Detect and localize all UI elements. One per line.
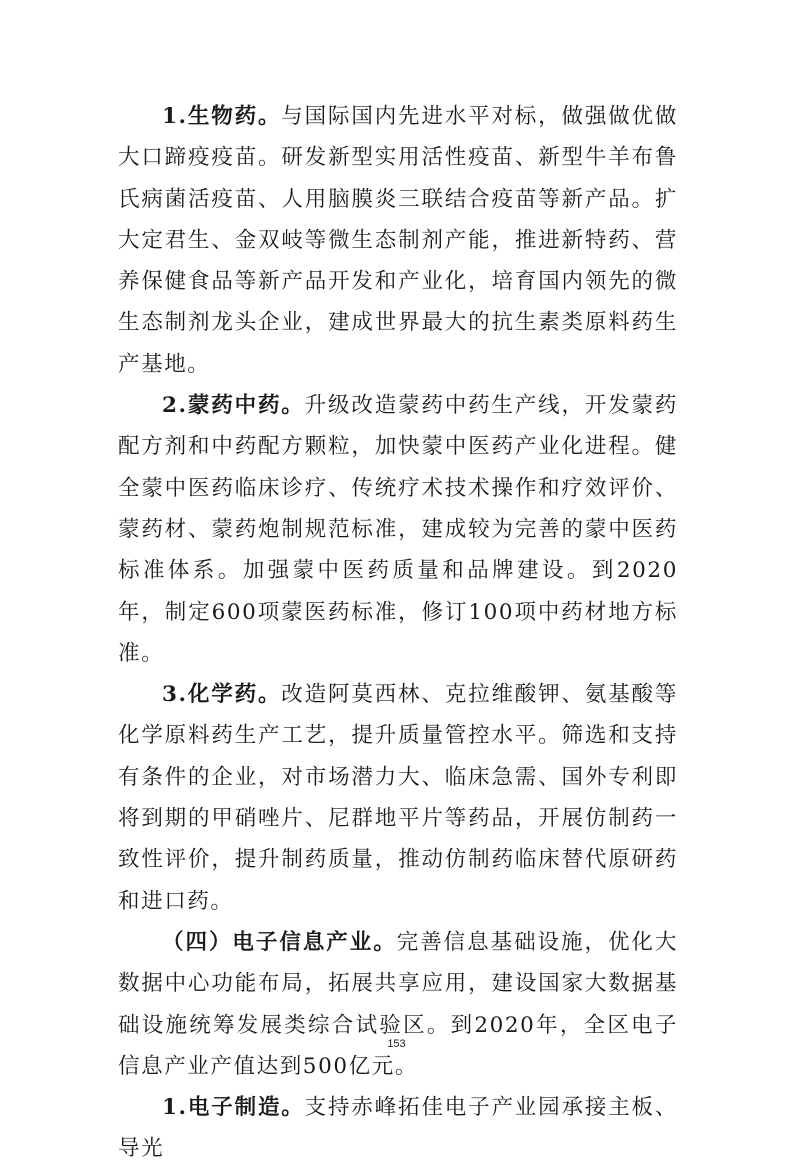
- paragraph-body: 改造阿莫西林、克拉维酸钾、氨基酸等化学原料药生产工艺，提升质量管控水平。筛选和支持有条件的企业，对市场潜力大、临床急需、国外专利即将到期的甲硝唑片、尼群地平片等药品，开展仿制药一致性评价，提升制药质量，推动仿制药临床替代原研药和进口药。: [118, 682, 678, 914]
- paragraph-heading: 2.蒙药中药。: [162, 393, 305, 419]
- paragraph-body: 完善信息基础设施，优化大数据中心功能布局，拓展共享应用，建设国家大数据基础设施统筹发展类综合试验区。到2020年，全区电子信息产业产值达到500亿元。: [118, 929, 678, 1079]
- paragraph-body: 支持赤峰拓佳电子产业园承接主板、导光: [118, 1095, 678, 1162]
- paragraph-body: 与国际国内先进水平对标，做强做优做大口蹄疫疫苗。研发新型实用活性疫苗、新型牛羊布鲁氏病菌活疫苗、人用脑膜炎三联结合疫苗等新产品。扩大定君生、金双岐等微生态制剂产能，推进新特药、营养保健食品等新产品开发和产业化，培育国内领先的微生态制剂龙头企业，建成世界最大的抗生素类原料药生产基地。: [118, 104, 678, 377]
- page-number: 153: [387, 1038, 406, 1050]
- body-text: [118, 96, 678, 1170]
- paragraph-electronic-manufacturing: [118, 1087, 678, 1170]
- paragraph-heading: 1.生物药。: [162, 104, 282, 129]
- section-heading: （四）电子信息产业。: [162, 929, 397, 955]
- paragraph-body: 升级改造蒙药中药生产线，开发蒙药配方剂和中药配方颗粒，加快蒙中医药产业化进程。健全蒙中医药临床诊疗、传统疗术技术操作和疗效评价、蒙药材、蒙药炮制规范标准，建成较为完善的蒙中医药标准体系。加强蒙中医药质量和品牌建设。到2020年，制定600项蒙医药标准，修订100项中药材地方标准。: [118, 393, 678, 666]
- paragraph-heading: 3.化学药。: [162, 682, 282, 708]
- paragraph-chemical-drugs: [118, 674, 678, 922]
- paragraph-electronic-info-industry: [118, 922, 678, 1087]
- paragraph-heading: 1.电子制造。: [162, 1095, 305, 1121]
- paragraph-biopharma: [118, 96, 678, 385]
- paragraph-mongolian-chinese-medicine: [118, 385, 678, 674]
